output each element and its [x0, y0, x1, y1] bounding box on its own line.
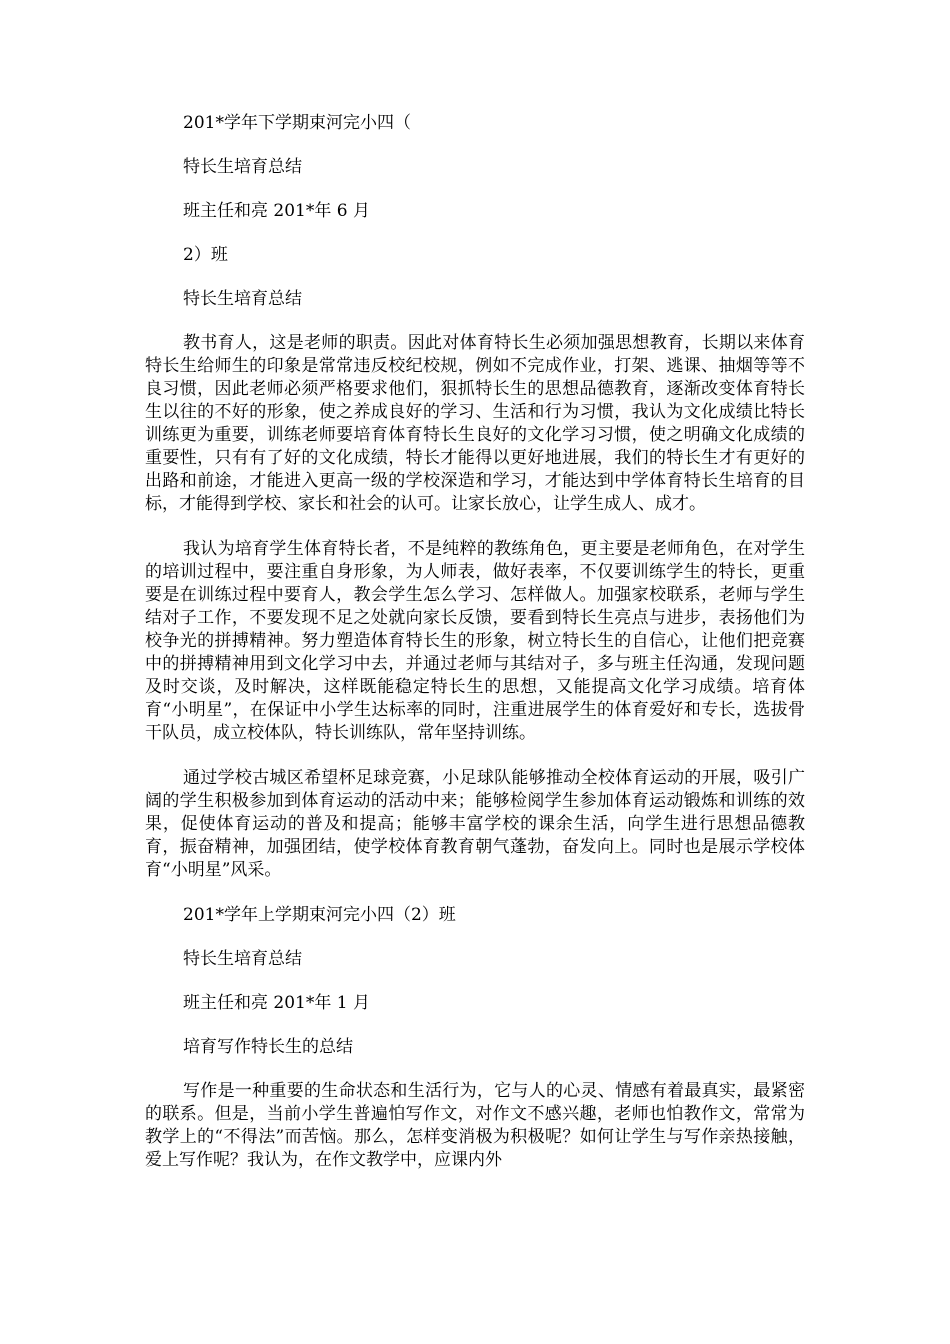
- heading-line: 2）班: [183, 245, 228, 265]
- heading-line: 特长生培育总结: [183, 157, 302, 177]
- body-paragraph: 教书育人，这是老师的职责。因此对体育特长生必须加强思想教育，长期以来体育特长生给师生的印象是常常违反校纪校规，例如不完成作业，打架、逃课、抽烟等等不良习惯，因此老师必须严格要求他们，狠抓特长生的思想品德教育，逐渐改变体育特长生以往的不好的形象，使之养成良好的学习、生活和行为习惯，我认为文化成绩比特长训练更为重要，训练老师要培育体育特长生良好的文化学习习惯，使之明确文化成绩的重要性，只有有了好的文化成绩，特长才能得以更好地进展，我们的特长生才有更好的出路和前途，才能进入更高一级的学校深造和学习，才能达到中学体育特长生培育的目标，才能得到学校、家长和社会的认可。让家长放心，让学生成人、成才。: [145, 333, 805, 514]
- heading-line: 班主任和亮 201*年 1 月: [183, 993, 370, 1013]
- body-paragraph: 通过学校古城区希望杯足球竞赛，小足球队能够推动全校体育运动的开展，吸引广阔的学生积极参加到体育运动的活动中来；能够检阅学生参加体育运动锻炼和训练的效果，促使体育运动的普及和提高；能够丰富学校的课余生活，向学生进行思想品德教育，振奋精神，加强团结，使学校体育教育朝气蓬勃，奋发向上。同时也是展示学校体育“小明星”风采。: [145, 768, 805, 880]
- body-paragraph: 我认为培育学生体育特长者，不是纯粹的教练角色，更主要是老师角色，在对学生的培训过程中，要注重自身形象，为人师表，做好表率，不仅要训练学生的特长，更重要是在训练过程中要育人，教会学生怎么学习、怎样做人。加强家校联系，老师与学生结对子工作，不要发现不足之处就向家长反馈，要看到特长生亮点与进步，表扬他们为校争光的拼搏精神。努力塑造体育特长生的形象，树立特长生的自信心，让他们把竞赛中的拼搏精神用到文化学习中去，并通过老师与其结对子，多与班主任沟通，发现问题及时交谈，及时解决，这样既能稳定特长生的思想，又能提高文化学习成绩。培育体育“小明星”，在保证中小学生达标率的同时，注重进展学生的体育爱好和专长，选拔骨干队员，成立校体队，特长训练队，常年坚持训练。: [145, 539, 805, 743]
- document-body: [145, 112, 805, 1194]
- heading-line: 特长生培育总结: [183, 289, 302, 309]
- heading-line: 201*学年下学期束河完小四（: [183, 113, 411, 133]
- heading-line: 201*学年上学期束河完小四（2）班: [183, 905, 456, 925]
- body-paragraph: 写作是一种重要的生命状态和生活行为，它与人的心灵、情感有着最真实，最紧密的联系。但是，当前小学生普遍怕写作文，对作文不感兴趣，老师也怕教作文，常常为教学上的“不得法”而苦恼。那么，怎样变消极为积极呢？如何让学生与写作亲热接触，爱上写作呢？我认为，在作文教学中，应课内外: [145, 1081, 805, 1170]
- heading-line: 班主任和亮 201*年 6 月: [183, 201, 370, 221]
- heading-line: 培育写作特长生的总结: [183, 1037, 353, 1057]
- heading-line: 特长生培育总结: [183, 949, 302, 969]
